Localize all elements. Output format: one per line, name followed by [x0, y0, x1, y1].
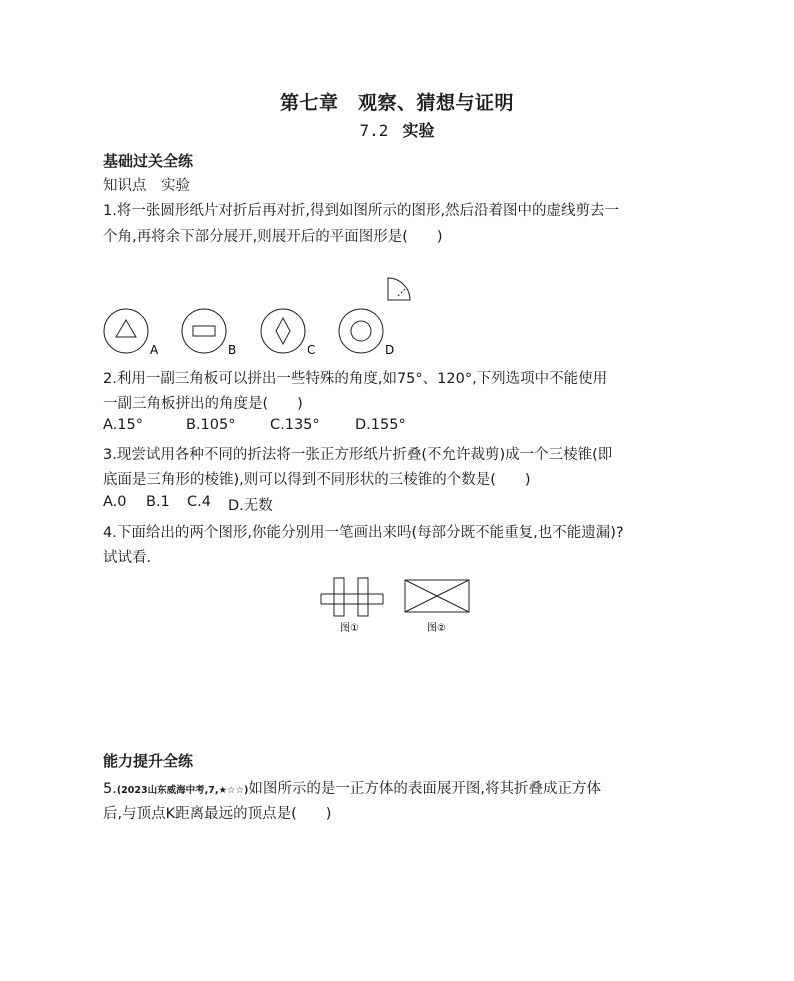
q4-line1: 4.下面给出的两个图形,你能分别用一笔画出来吗(每部分既不能重复,也不能遗漏)?: [103, 525, 624, 541]
q2-line2: 一副三角板拼出的角度是( ): [103, 396, 303, 412]
option-c-figure: [261, 309, 305, 353]
option-a-label: A: [150, 343, 159, 357]
chapter-title: 第七章 观察、猜想与证明: [279, 92, 514, 114]
q2-option-a: A.15°: [103, 417, 143, 433]
figure-1-label: 图①: [340, 623, 359, 634]
q2-option-b: B.105°: [186, 417, 236, 433]
q3-line2: 底面是三角形的棱锥),则可以得到不同形状的三棱锥的个数是( ): [103, 472, 531, 488]
part1-heading: 基础过关全练: [103, 152, 194, 170]
option-c-label: C: [307, 343, 316, 357]
q1-options-figure: [100, 306, 420, 358]
option-d-label: D: [385, 343, 395, 357]
q4-figures: [318, 574, 478, 636]
option-b-figure: [182, 309, 226, 353]
part2-heading: 能力提升全练: [103, 752, 194, 770]
folded-paper-figure: [385, 276, 415, 302]
knowledge-point: 知识点 实验: [103, 178, 190, 194]
q5-text: 如图所示的是一正方体的表面展开图,将其折叠成正方体: [248, 781, 601, 797]
q2-option-d: D.155°: [355, 417, 406, 433]
q5-line1: [103, 777, 601, 798]
option-a-figure: [104, 309, 148, 353]
figure-1-shape: [321, 578, 383, 616]
q5-line2: 后,与顶点K距离最远的顶点是( ): [103, 806, 332, 822]
q2-line1: 2.利用一副三角板可以拼出一些特殊的角度,如75°、120°,下列选项中不能使用: [103, 371, 608, 387]
q1-line2: 个角,再将余下部分展开,则展开后的平面图形是( ): [103, 229, 443, 245]
q4-line2: 试试看.: [103, 550, 152, 566]
section-name: 实验: [402, 121, 435, 140]
figure-2-label: 图②: [427, 623, 446, 634]
q3-option-b: B.1: [146, 494, 170, 510]
q5-number: 5.: [103, 781, 117, 797]
section-number: 7.2: [359, 121, 389, 140]
q1-line1: 1.将一张圆形纸片对折后再对折,得到如图所示的图形,然后沿着图中的虚线剪去一: [103, 203, 620, 219]
q3-option-c: C.4: [187, 494, 211, 510]
q3-line1: 3.现尝试用各种不同的折法将一张正方形纸片折叠(不允许裁剪)成一个三棱锥(即: [103, 447, 613, 463]
q5-source: (2023山东威海中考,7,★☆☆): [116, 785, 249, 796]
q2-option-c: C.135°: [270, 417, 320, 433]
option-d-figure: [339, 309, 383, 353]
option-b-label: B: [228, 343, 237, 357]
q3-option-d: D.无数: [228, 498, 273, 514]
q3-option-a: A.0: [103, 494, 127, 510]
section-title: [0, 118, 794, 141]
figure-2-shape: [405, 580, 469, 612]
